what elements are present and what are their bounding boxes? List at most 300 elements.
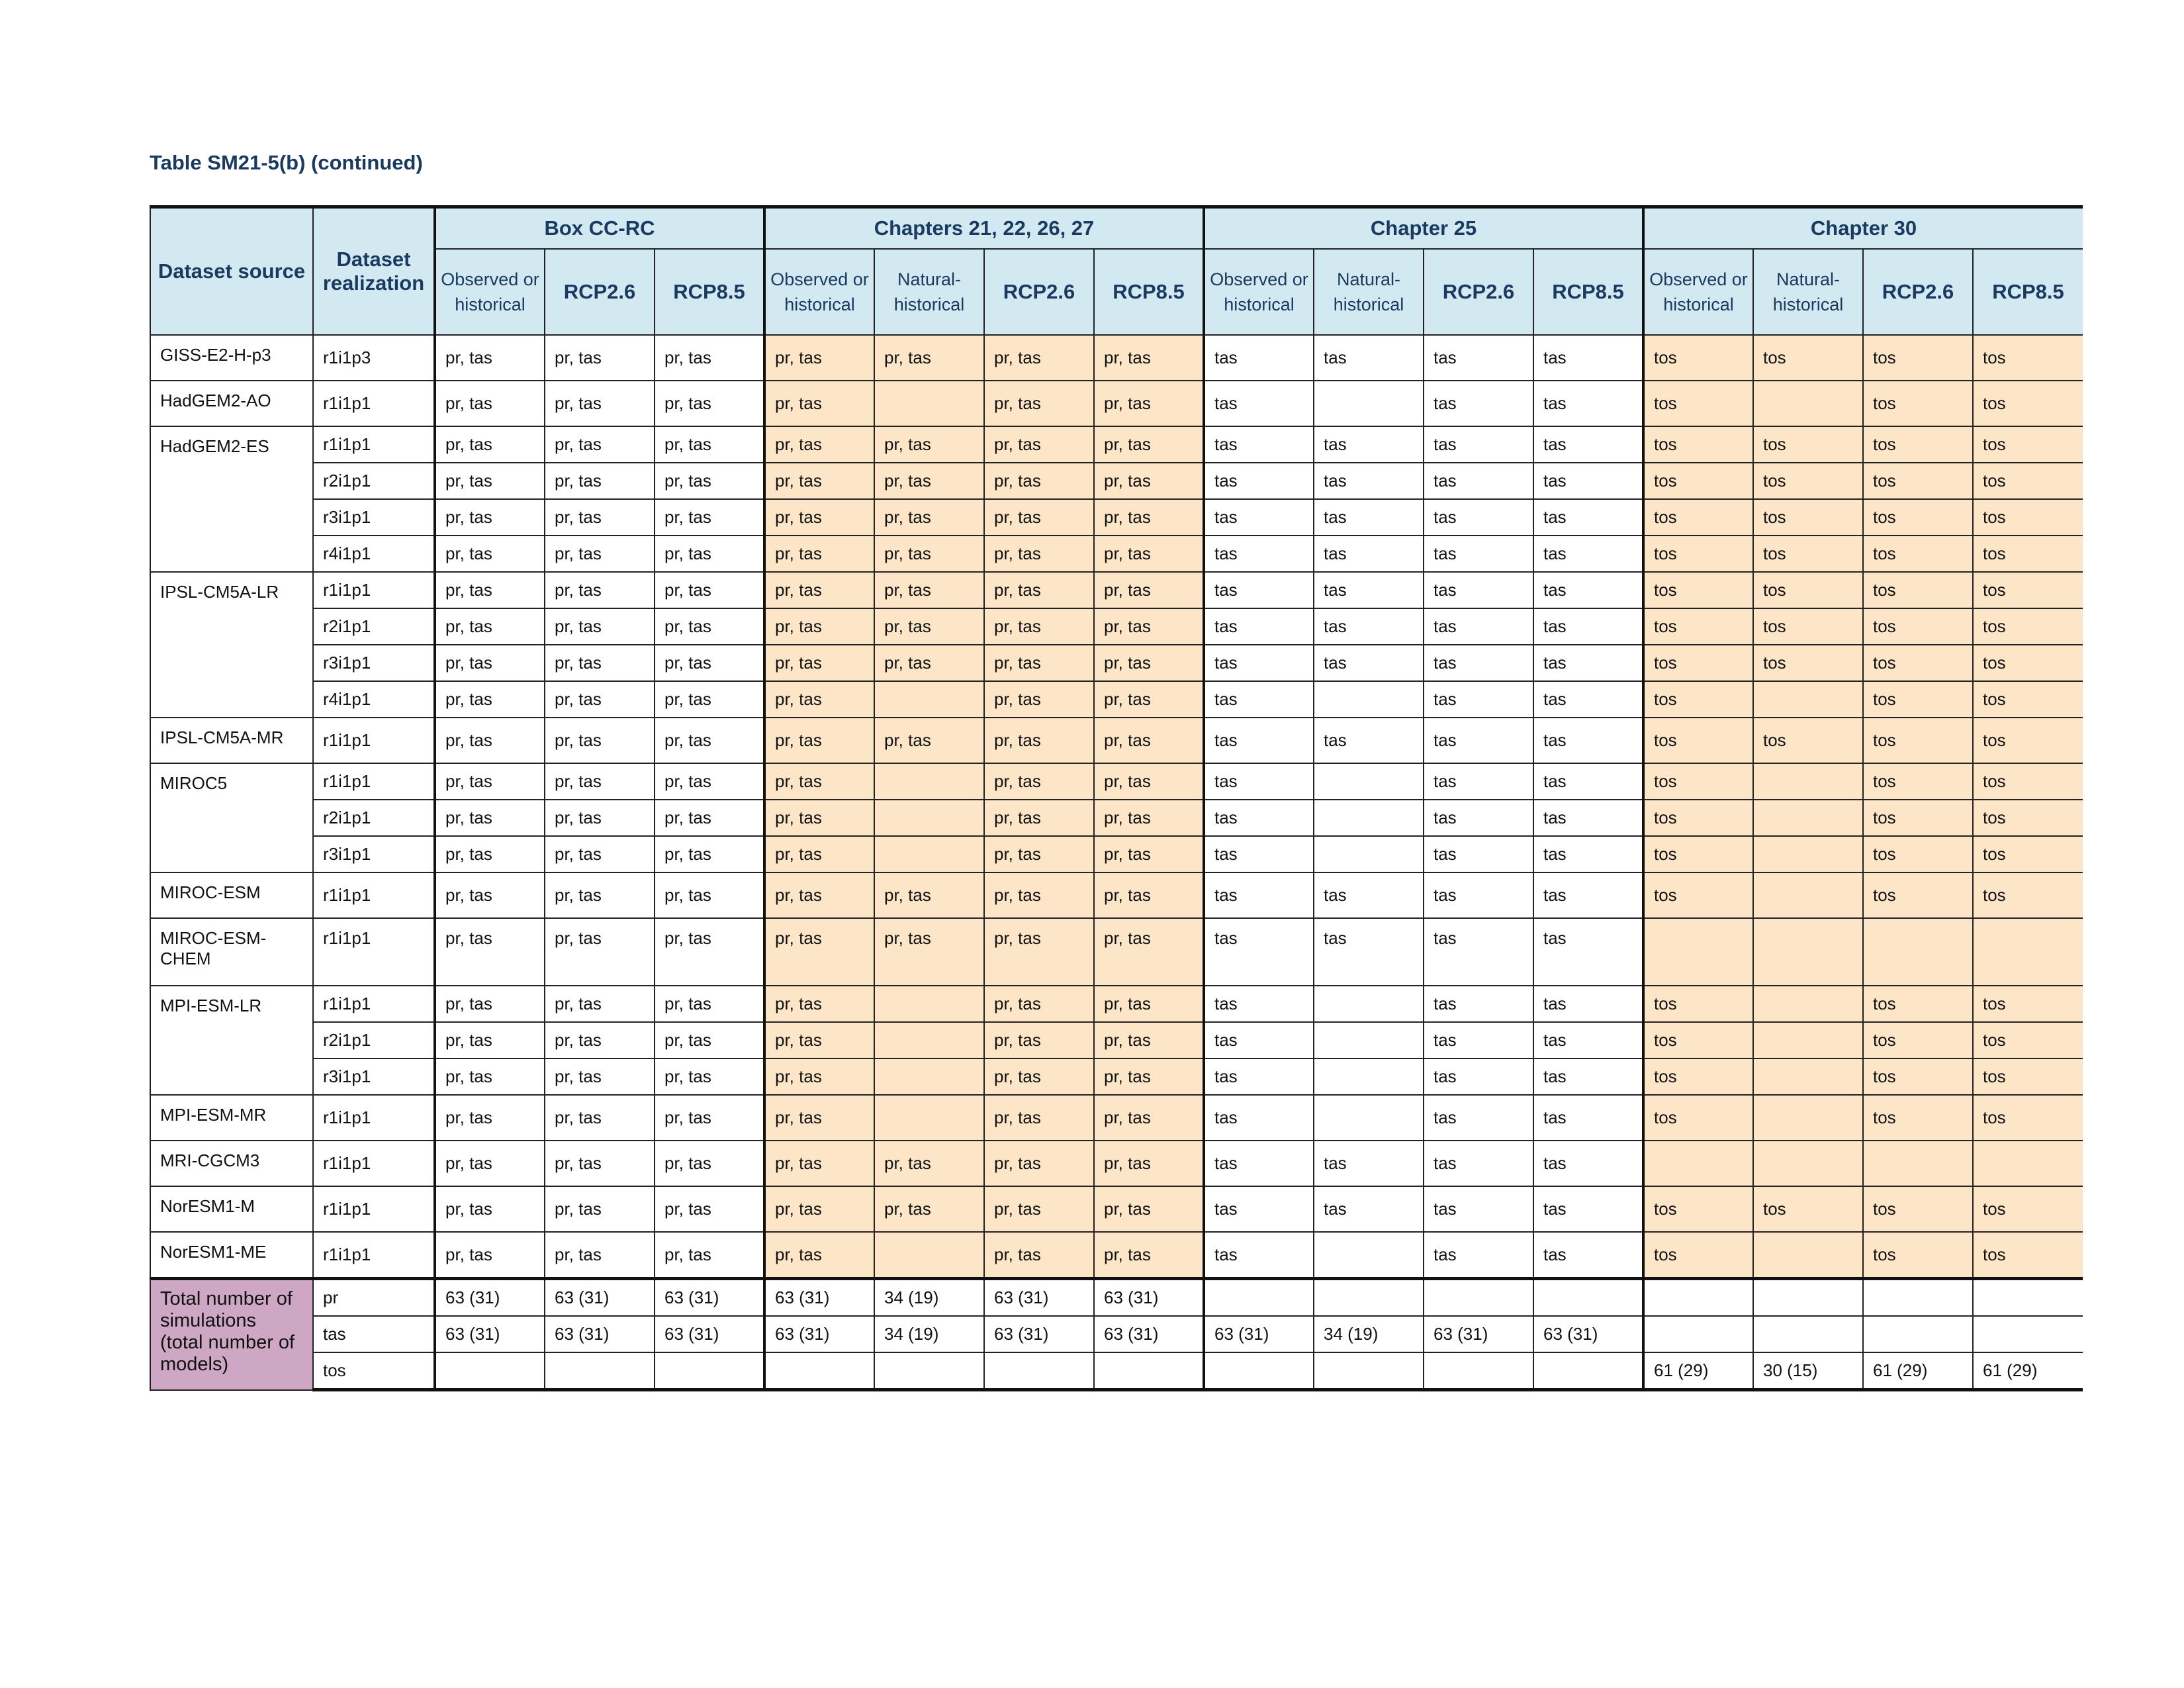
table-cell: pr, tas xyxy=(984,836,1094,872)
table-cell: tos xyxy=(1863,836,1973,872)
table-cell: tas xyxy=(1314,499,1424,536)
cell-dataset-source: MIROC-ESM-CHEM xyxy=(150,918,313,986)
table-cell xyxy=(874,800,984,836)
table-cell: pr, tas xyxy=(435,800,545,836)
totals-cell xyxy=(1973,1279,2083,1317)
table-cell: tas xyxy=(1314,536,1424,572)
table-cell xyxy=(1314,763,1424,800)
table-cell: pr, tas xyxy=(655,1186,764,1232)
table-cell: pr, tas xyxy=(764,381,874,426)
totals-variable: pr xyxy=(313,1279,435,1317)
table-cell: tas xyxy=(1204,1232,1314,1279)
table-cell: pr, tas xyxy=(545,1232,655,1279)
totals-cell: 63 (31) xyxy=(1094,1316,1204,1352)
table-cell: pr, tas xyxy=(1094,918,1204,986)
subheader-ch30-rcp85: RCP8.5 xyxy=(1973,249,2083,335)
table-row xyxy=(150,335,2083,381)
table-cell: pr, tas xyxy=(545,1095,655,1141)
table-cell: tas xyxy=(1533,918,1643,986)
table-cell: tos xyxy=(1643,572,1753,608)
table-cell xyxy=(1753,1058,1863,1095)
totals-cell xyxy=(1314,1352,1424,1390)
table-cell: tas xyxy=(1204,918,1314,986)
table-cell: pr, tas xyxy=(1094,381,1204,426)
subheader-ch25-obs: Observed or historical xyxy=(1204,249,1314,335)
table-cell: pr, tas xyxy=(655,335,764,381)
table-cell: tos xyxy=(1643,645,1753,681)
table-cell xyxy=(1643,918,1753,986)
header-group-chapters-21-22-26-27: Chapters 21, 22, 26, 27 xyxy=(764,207,1204,250)
table-cell: pr, tas xyxy=(984,572,1094,608)
table-cell: pr, tas xyxy=(764,681,874,718)
table-cell: tas xyxy=(1533,426,1643,463)
cell-dataset-source: MPI-ESM-MR xyxy=(150,1095,313,1141)
cell-dataset-source: IPSL-CM5A-LR xyxy=(150,572,313,718)
table-cell: tos xyxy=(1643,536,1753,572)
table-cell: pr, tas xyxy=(435,763,545,800)
table-cell: pr, tas xyxy=(874,645,984,681)
table-row xyxy=(150,426,2083,463)
table-cell: tos xyxy=(1753,335,1863,381)
table-cell: tas xyxy=(1204,499,1314,536)
table-cell: pr, tas xyxy=(984,763,1094,800)
table-cell: tos xyxy=(1753,426,1863,463)
table-cell: pr, tas xyxy=(435,681,545,718)
table-cell: tas xyxy=(1533,872,1643,918)
table-row xyxy=(150,718,2083,763)
table-cell: pr, tas xyxy=(545,572,655,608)
table-cell: tos xyxy=(1643,499,1753,536)
table-cell: tas xyxy=(1533,1141,1643,1186)
table-cell: tas xyxy=(1424,645,1533,681)
table-cell: pr, tas xyxy=(764,335,874,381)
table-cell: tas xyxy=(1533,1058,1643,1095)
cell-dataset-realization: r1i1p1 xyxy=(313,718,435,763)
table-cell: pr, tas xyxy=(984,1141,1094,1186)
table-cell: tas xyxy=(1533,536,1643,572)
table-cell: tas xyxy=(1204,1186,1314,1232)
table-cell: pr, tas xyxy=(874,499,984,536)
table-cell: pr, tas xyxy=(655,800,764,836)
table-cell: pr, tas xyxy=(435,536,545,572)
table-cell: tas xyxy=(1314,1141,1424,1186)
table-cell: pr, tas xyxy=(764,1186,874,1232)
table-cell: pr, tas xyxy=(874,918,984,986)
table-cell: tos xyxy=(1643,463,1753,499)
cell-dataset-source: MIROC5 xyxy=(150,763,313,872)
table-cell: tas xyxy=(1533,681,1643,718)
cell-dataset-realization: r1i1p1 xyxy=(313,918,435,986)
table-cell: pr, tas xyxy=(984,800,1094,836)
table-cell: pr, tas xyxy=(545,536,655,572)
table-cell: pr, tas xyxy=(435,608,545,645)
table-cell: pr, tas xyxy=(545,718,655,763)
table-cell: tos xyxy=(1973,426,2083,463)
totals-cell xyxy=(984,1352,1094,1390)
table-cell: pr, tas xyxy=(984,1232,1094,1279)
table-cell: tas xyxy=(1204,718,1314,763)
table-cell: tos xyxy=(1863,335,1973,381)
table-cell: tos xyxy=(1973,1022,2083,1058)
table-cell: tas xyxy=(1424,986,1533,1022)
table-cell: tas xyxy=(1314,335,1424,381)
table-cell: tas xyxy=(1533,608,1643,645)
table-cell: tos xyxy=(1973,608,2083,645)
cell-dataset-realization: r2i1p1 xyxy=(313,1022,435,1058)
cell-dataset-source: MRI-CGCM3 xyxy=(150,1141,313,1186)
table-cell: pr, tas xyxy=(764,918,874,986)
totals-cell: 34 (19) xyxy=(1314,1316,1424,1352)
totals-cell xyxy=(1973,1316,2083,1352)
cell-dataset-source: MPI-ESM-LR xyxy=(150,986,313,1095)
totals-variable: tas xyxy=(313,1316,435,1352)
table-cell: tos xyxy=(1863,1232,1973,1279)
table-cell: tas xyxy=(1424,381,1533,426)
table-cell: tos xyxy=(1973,836,2083,872)
table-cell: pr, tas xyxy=(874,1141,984,1186)
totals-cell: 63 (31) xyxy=(435,1279,545,1317)
table-cell: pr, tas xyxy=(984,645,1094,681)
totals-cell xyxy=(1863,1316,1973,1352)
table-cell: pr, tas xyxy=(1094,718,1204,763)
table-cell: pr, tas xyxy=(435,463,545,499)
cell-dataset-source: HadGEM2-ES xyxy=(150,426,313,572)
table-cell: pr, tas xyxy=(764,426,874,463)
totals-cell: 34 (19) xyxy=(874,1316,984,1352)
table-cell: tos xyxy=(1643,1058,1753,1095)
table-cell: pr, tas xyxy=(655,572,764,608)
totals-cell xyxy=(1753,1279,1863,1317)
table-cell xyxy=(1314,1095,1424,1141)
table-cell: tos xyxy=(1863,1095,1973,1141)
totals-cell: 63 (31) xyxy=(764,1316,874,1352)
table-cell: tos xyxy=(1643,1232,1753,1279)
totals-cell xyxy=(1643,1279,1753,1317)
table-cell: tos xyxy=(1643,836,1753,872)
table-cell: tas xyxy=(1533,1095,1643,1141)
table-cell: tas xyxy=(1204,1022,1314,1058)
table-cell: pr, tas xyxy=(435,872,545,918)
cell-dataset-realization: r1i1p1 xyxy=(313,1095,435,1141)
totals-cell xyxy=(1314,1279,1424,1317)
table-cell: pr, tas xyxy=(655,1095,764,1141)
subheader-ch25-rcp26: RCP2.6 xyxy=(1424,249,1533,335)
table-cell xyxy=(1753,1141,1863,1186)
table-cell: pr, tas xyxy=(1094,986,1204,1022)
table-cell: tas xyxy=(1424,463,1533,499)
table-cell: pr, tas xyxy=(655,681,764,718)
table-cell: pr, tas xyxy=(764,608,874,645)
totals-cell xyxy=(874,1352,984,1390)
table-cell: pr, tas xyxy=(764,645,874,681)
cell-dataset-realization: r2i1p1 xyxy=(313,800,435,836)
cell-dataset-realization: r1i1p3 xyxy=(313,335,435,381)
table-cell: pr, tas xyxy=(764,1232,874,1279)
totals-cell xyxy=(1094,1352,1204,1390)
subheader-ch30-rcp26: RCP2.6 xyxy=(1863,249,1973,335)
table-row xyxy=(150,645,2083,681)
table-cell xyxy=(1314,1232,1424,1279)
table-cell: pr, tas xyxy=(984,499,1094,536)
totals-cell xyxy=(1424,1279,1533,1317)
table-cell: pr, tas xyxy=(435,836,545,872)
table-cell: tos xyxy=(1643,718,1753,763)
table-cell: pr, tas xyxy=(545,426,655,463)
table-cell: tos xyxy=(1643,986,1753,1022)
table-cell: pr, tas xyxy=(764,1095,874,1141)
table-cell: tas xyxy=(1204,645,1314,681)
table-cell: tos xyxy=(1973,335,2083,381)
table-cell: tas xyxy=(1424,836,1533,872)
table-cell xyxy=(874,1095,984,1141)
table-cell: pr, tas xyxy=(984,681,1094,718)
table-row xyxy=(150,1186,2083,1232)
table-cell: pr, tas xyxy=(1094,645,1204,681)
table-cell: pr, tas xyxy=(655,763,764,800)
table-cell: pr, tas xyxy=(545,335,655,381)
table-cell: tas xyxy=(1533,836,1643,872)
totals-cell: 63 (31) xyxy=(764,1279,874,1317)
table-cell xyxy=(1973,1141,2083,1186)
totals-cell: 63 (31) xyxy=(435,1316,545,1352)
table-cell xyxy=(874,1022,984,1058)
table-cell: tos xyxy=(1863,1022,1973,1058)
cell-dataset-realization: r1i1p1 xyxy=(313,381,435,426)
subheader-ch21-22-26-27-nat: Natural-historical xyxy=(874,249,984,335)
table-cell: pr, tas xyxy=(655,426,764,463)
table-cell: tas xyxy=(1424,499,1533,536)
cell-dataset-realization: r1i1p1 xyxy=(313,872,435,918)
table-row xyxy=(150,763,2083,800)
totals-row xyxy=(150,1279,2083,1317)
table-cell xyxy=(1753,986,1863,1022)
table-cell: tas xyxy=(1204,335,1314,381)
table-cell: pr, tas xyxy=(545,986,655,1022)
table-cell: tos xyxy=(1863,872,1973,918)
table-cell xyxy=(1314,681,1424,718)
table-cell: pr, tas xyxy=(435,918,545,986)
cell-dataset-realization: r1i1p1 xyxy=(313,426,435,463)
table-cell: tas xyxy=(1533,499,1643,536)
table-cell: tas xyxy=(1533,572,1643,608)
table-cell xyxy=(874,986,984,1022)
table-cell: tos xyxy=(1973,800,2083,836)
table-row xyxy=(150,463,2083,499)
totals-cell xyxy=(1643,1316,1753,1352)
table-cell: tos xyxy=(1863,536,1973,572)
header-group-chapter-30: Chapter 30 xyxy=(1643,207,2083,250)
totals-cell xyxy=(1753,1316,1863,1352)
table-cell: pr, tas xyxy=(545,1186,655,1232)
subheader-ch25-nat: Natural-historical xyxy=(1314,249,1424,335)
table-cell: tos xyxy=(1863,572,1973,608)
table-cell: tos xyxy=(1863,800,1973,836)
table-cell: tas xyxy=(1204,872,1314,918)
header-dataset-source: Dataset source xyxy=(150,207,313,336)
table-cell xyxy=(1973,918,2083,986)
table-cell: pr, tas xyxy=(984,335,1094,381)
table-cell: tas xyxy=(1424,872,1533,918)
table-cell: tos xyxy=(1753,499,1863,536)
table-cell: pr, tas xyxy=(545,1058,655,1095)
table-cell: pr, tas xyxy=(655,1232,764,1279)
table-cell: tos xyxy=(1973,872,2083,918)
totals-cell: 63 (31) xyxy=(1204,1316,1314,1352)
table-cell: tos xyxy=(1753,1186,1863,1232)
table-cell: pr, tas xyxy=(1094,681,1204,718)
table-cell: tas xyxy=(1424,1232,1533,1279)
table-cell: pr, tas xyxy=(655,1022,764,1058)
cell-dataset-realization: r1i1p1 xyxy=(313,1141,435,1186)
cell-dataset-realization: r2i1p1 xyxy=(313,608,435,645)
table-cell: pr, tas xyxy=(764,986,874,1022)
table-cell xyxy=(874,681,984,718)
subheader-box-cc-rc-obs: Observed or historical xyxy=(435,249,545,335)
table-cell: pr, tas xyxy=(655,645,764,681)
table-cell: tas xyxy=(1204,800,1314,836)
table-cell: pr, tas xyxy=(1094,836,1204,872)
table-cell: tos xyxy=(1863,1186,1973,1232)
table-cell: tos xyxy=(1973,1058,2083,1095)
cell-dataset-realization: r1i1p1 xyxy=(313,1186,435,1232)
table-cell: pr, tas xyxy=(545,800,655,836)
table-cell: tas xyxy=(1314,718,1424,763)
table-cell: tas xyxy=(1424,1186,1533,1232)
table-cell: pr, tas xyxy=(874,426,984,463)
table-cell: pr, tas xyxy=(1094,335,1204,381)
table-cell xyxy=(1753,836,1863,872)
totals-cell xyxy=(545,1352,655,1390)
table-cell xyxy=(1753,1022,1863,1058)
table-cell: tos xyxy=(1973,1186,2083,1232)
table-cell: tas xyxy=(1424,1095,1533,1141)
table-cell: tas xyxy=(1204,426,1314,463)
table-cell: pr, tas xyxy=(984,381,1094,426)
totals-cell xyxy=(1533,1352,1643,1390)
table-cell: pr, tas xyxy=(764,718,874,763)
table-cell: pr, tas xyxy=(764,763,874,800)
table-cell xyxy=(874,836,984,872)
table-caption: Table SM21-5(b) (continued) xyxy=(150,151,423,174)
table-cell: tas xyxy=(1533,800,1643,836)
table-cell: tos xyxy=(1863,718,1973,763)
table-cell: pr, tas xyxy=(435,718,545,763)
table-cell: pr, tas xyxy=(655,608,764,645)
totals-cell: 61 (29) xyxy=(1973,1352,2083,1390)
table-cell: tos xyxy=(1643,1022,1753,1058)
table-cell: pr, tas xyxy=(984,463,1094,499)
table-cell: tos xyxy=(1863,645,1973,681)
table-cell: tas xyxy=(1314,918,1424,986)
totals-row xyxy=(150,1316,2083,1352)
table-cell: tas xyxy=(1424,718,1533,763)
table-cell: tos xyxy=(1973,1232,2083,1279)
table-cell: pr, tas xyxy=(1094,536,1204,572)
table-cell: tos xyxy=(1753,536,1863,572)
table-cell: tas xyxy=(1204,681,1314,718)
table-cell: pr, tas xyxy=(655,836,764,872)
totals-cell: 34 (19) xyxy=(874,1279,984,1317)
table-cell: pr, tas xyxy=(435,1095,545,1141)
table-cell: pr, tas xyxy=(655,1141,764,1186)
table-cell: pr, tas xyxy=(874,872,984,918)
table-cell: pr, tas xyxy=(874,463,984,499)
table-cell: pr, tas xyxy=(545,1022,655,1058)
table-cell xyxy=(1314,1022,1424,1058)
header-group-chapter-25: Chapter 25 xyxy=(1204,207,1643,250)
table-cell: tas xyxy=(1314,608,1424,645)
totals-cell: 63 (31) xyxy=(545,1279,655,1317)
cell-dataset-realization: r3i1p1 xyxy=(313,499,435,536)
table-cell: pr, tas xyxy=(764,872,874,918)
table-cell: pr, tas xyxy=(764,536,874,572)
table-cell: pr, tas xyxy=(984,1058,1094,1095)
table-cell: tas xyxy=(1204,1141,1314,1186)
table-cell: tas xyxy=(1204,1058,1314,1095)
table-row xyxy=(150,1232,2083,1279)
table-cell: pr, tas xyxy=(984,918,1094,986)
table-cell: pr, tas xyxy=(655,381,764,426)
table-cell xyxy=(874,1058,984,1095)
table-cell xyxy=(1314,986,1424,1022)
table-cell: pr, tas xyxy=(874,1186,984,1232)
table-cell: pr, tas xyxy=(874,536,984,572)
table-cell: tas xyxy=(1533,1232,1643,1279)
data-table xyxy=(150,205,2083,1391)
table-cell: tos xyxy=(1753,463,1863,499)
table-cell: pr, tas xyxy=(764,499,874,536)
table-cell: pr, tas xyxy=(1094,872,1204,918)
cell-dataset-realization: r3i1p1 xyxy=(313,645,435,681)
table-cell: pr, tas xyxy=(545,1141,655,1186)
totals-cell xyxy=(1424,1352,1533,1390)
table-cell: tas xyxy=(1314,463,1424,499)
subheader-box-cc-rc-rcp26: RCP2.6 xyxy=(545,249,655,335)
table-cell: tos xyxy=(1863,463,1973,499)
table-cell: pr, tas xyxy=(435,572,545,608)
table-cell: pr, tas xyxy=(984,718,1094,763)
table-row xyxy=(150,1095,2083,1141)
table-cell xyxy=(874,381,984,426)
table-cell: pr, tas xyxy=(1094,426,1204,463)
header-group-box-cc-rc: Box CC-RC xyxy=(435,207,764,250)
table-row xyxy=(150,1022,2083,1058)
table-cell: pr, tas xyxy=(655,463,764,499)
table-cell: tas xyxy=(1314,1186,1424,1232)
table-cell: tas xyxy=(1424,1058,1533,1095)
table-cell: tas xyxy=(1314,645,1424,681)
cell-dataset-realization: r1i1p1 xyxy=(313,763,435,800)
table-cell: tas xyxy=(1204,1095,1314,1141)
totals-cell: 63 (31) xyxy=(655,1316,764,1352)
table-cell: tas xyxy=(1424,608,1533,645)
cell-dataset-source: IPSL-CM5A-MR xyxy=(150,718,313,763)
table-cell: tos xyxy=(1643,426,1753,463)
table-cell: pr, tas xyxy=(874,572,984,608)
table-cell xyxy=(1753,681,1863,718)
totals-cell: 63 (31) xyxy=(1533,1316,1643,1352)
table-cell: tas xyxy=(1314,572,1424,608)
table-row xyxy=(150,918,2083,986)
table-cell xyxy=(1314,381,1424,426)
table-row xyxy=(150,536,2083,572)
table-cell: tos xyxy=(1863,1058,1973,1095)
table-cell: tas xyxy=(1204,608,1314,645)
table-cell: pr, tas xyxy=(545,836,655,872)
table-cell: pr, tas xyxy=(435,1186,545,1232)
table-row xyxy=(150,1141,2083,1186)
table-cell: pr, tas xyxy=(435,1141,545,1186)
